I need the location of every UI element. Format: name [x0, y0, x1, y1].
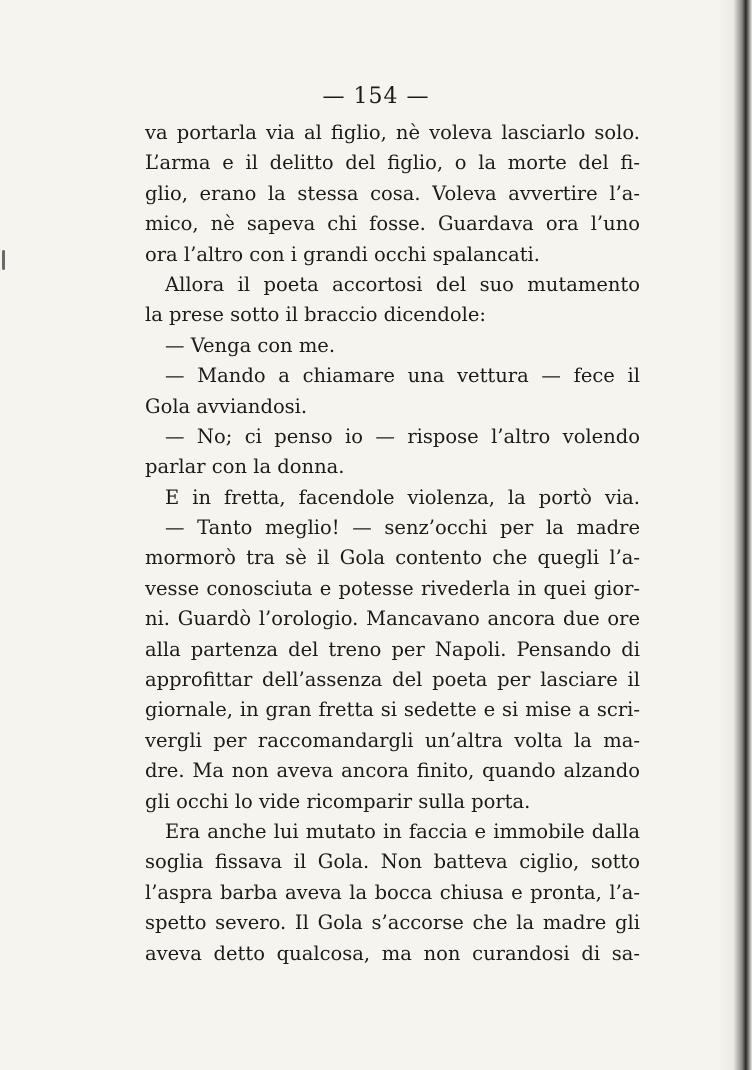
- text-line: giornale, in gran fretta si sedette e si mise a scri-: [145, 698, 640, 722]
- text-line: L’arma e il delitto del figlio, o la morte del fi-: [145, 151, 640, 175]
- page-number: — 154 —: [322, 84, 430, 109]
- text-line: alla partenza del treno per Napoli. Pensando di: [145, 637, 640, 661]
- text-line: soglia fissava il Gola. Non batteva ciglio, sotto: [145, 850, 640, 874]
- text-line: E in fretta, facendole violenza, la portò via.: [165, 485, 640, 509]
- text-line: — Tanto meglio! — senz’occhi per la madre: [165, 516, 640, 540]
- text-line: vergli per raccomandargli un’altra volta la ma-: [145, 728, 640, 752]
- text-line: Era anche lui mutato in faccia e immobile dalla: [165, 819, 640, 843]
- text-line: — Venga con me.: [165, 333, 336, 357]
- text-line: ni. Guardò l’orologio. Mancavano ancora due ore: [145, 607, 640, 631]
- text-line: mico, nè sapeva chi fosse. Guardava ora l’uno: [145, 212, 640, 236]
- text-line: ora l’altro con i grandi occhi spalancati.: [145, 242, 540, 266]
- text-line: approfittar dell’assenza del poeta per lasciare il: [145, 668, 640, 692]
- margin-mark: [2, 250, 5, 270]
- text-line: Allora il poeta accortosi del suo mutamento: [165, 272, 640, 296]
- text-line: spetto severo. Il Gola s’accorse che la madre gli: [145, 911, 640, 935]
- text-line: gli occhi lo vide ricomparir sulla porta.: [145, 789, 531, 813]
- text-line: va portarla via al figlio, nè voleva lasciarlo solo.: [145, 121, 640, 144]
- text-line: dre. Ma non aveva ancora finito, quando alzando: [145, 759, 640, 783]
- text-line: — No; ci penso io — rispose l’altro volendo: [165, 424, 640, 448]
- text-line: — Mando a chiamare una vettura — fece il: [165, 364, 640, 388]
- text-line: Gola avviandosi.: [145, 394, 308, 418]
- text-line: parlar con la donna.: [145, 455, 345, 479]
- body-text: [145, 118, 640, 969]
- text-line: mormorò tra sè il Gola contento che quegli l’a-: [145, 546, 640, 570]
- page-binding-edge: [718, 0, 752, 1070]
- text-line: la prese sotto il braccio dicendole:: [145, 303, 486, 327]
- text-line: glio, erano la stessa cosa. Voleva avvertire l’a-: [145, 181, 640, 205]
- text-line: aveva detto qualcosa, ma non curandosi di sa-: [145, 941, 640, 965]
- text-line: vesse conosciuta e potesse rivederla in quei gior-: [145, 576, 640, 600]
- text-line: l’aspra barba aveva la bocca chiusa e pronta, l’a-: [145, 880, 640, 904]
